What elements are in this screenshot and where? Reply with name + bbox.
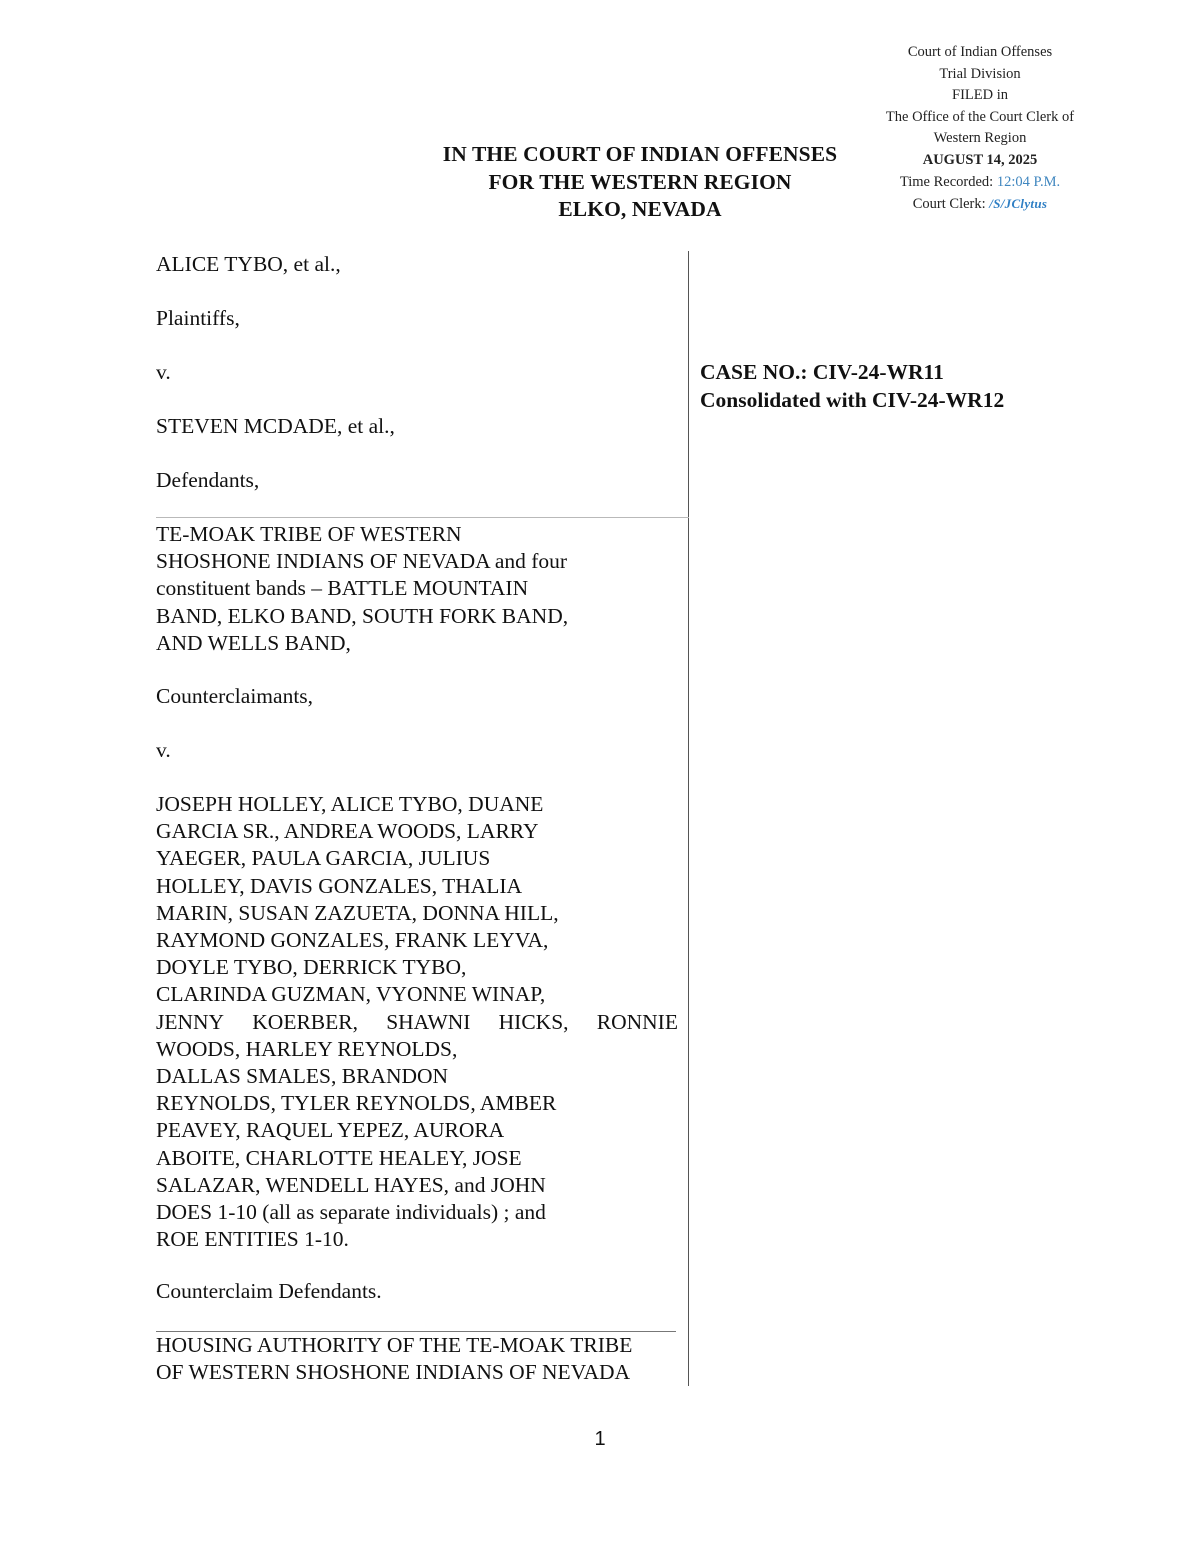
stamp-court: Court of Indian Offenses [907, 44, 1053, 60]
court-heading-line-3: ELKO, NEVADA [558, 197, 722, 221]
counterclaim-defendants-justified-line [156, 1009, 678, 1036]
housing-authority-line: HOUSING AUTHORITY OF THE TE-MOAK TRIBE [156, 1333, 633, 1357]
counterclaimants-line: BAND, ELKO BAND, SOUTH FORK BAND, [156, 603, 569, 628]
justified-word: JENNY [156, 1009, 225, 1034]
stamp-region: Western Region [933, 130, 1027, 147]
case-number-line-1: CASE NO.: CIV-24-WR11 [700, 360, 944, 384]
counterclaimants-block [156, 521, 678, 657]
versus-2: v. [156, 738, 171, 762]
defendant-name: STEVEN MCDADE, et al., [156, 414, 395, 438]
stamp-clerk-row [866, 193, 1094, 216]
counterclaim-defendants-line: JOSEPH HOLLEY, ALICE TYBO, DUANE [156, 792, 544, 816]
counterclaim-defendants-line: ABOITE, CHARLOTTE HEALEY, JOSE [156, 1145, 522, 1170]
plaintiffs-label: Plaintiffs, [156, 306, 240, 330]
stamp-office: The Office of the Court Clerk of [885, 108, 1075, 125]
counterclaim-defendants-line: ROE ENTITIES 1-10. [156, 1227, 349, 1252]
counterclaim-defendants-line: CLARINDA GUZMAN, VYONNE WINAP, [156, 982, 546, 1007]
counterclaim-defendants-line: YAEGER, PAULA GARCIA, JULIUS [156, 846, 491, 871]
case-number-line-2: Consolidated with CIV-24-WR12 [700, 388, 1005, 412]
counterclaimants-label: Counterclaimants, [156, 684, 314, 708]
counterclaim-defendants-line: WOODS, HARLEY REYNOLDS, [156, 1036, 458, 1061]
stamp-clerk-label: Court Clerk: [912, 196, 986, 213]
caption-vertical-divider [688, 251, 689, 1386]
counterclaimants-line: constituent bands – BATTLE MOUNTAIN [156, 576, 529, 601]
counterclaimants-line: SHOSHONE INDIANS OF NEVADA and four [156, 549, 568, 574]
defendants-label: Defendants, [156, 468, 260, 492]
stamp-date: AUGUST 14, 2025 [922, 151, 1038, 168]
stamp-time-label: Time Recorded: [899, 173, 994, 190]
filing-stamp [866, 42, 1094, 216]
case-number [700, 358, 1004, 414]
counterclaim-defendants-line: HOLLEY, DAVIS GONZALES, THALIA [156, 873, 523, 898]
stamp-division: Trial Division [939, 65, 1021, 82]
plaintiff-name: ALICE TYBO, et al., [156, 252, 341, 276]
counterclaim-defendants-line: DOES 1-10 (all as separate individuals) ; and [156, 1200, 546, 1225]
stamp-time-row [866, 172, 1094, 194]
counterclaimants-line: AND WELLS BAND, [156, 630, 351, 655]
court-heading-line-1: IN THE COURT OF INDIAN OFFENSES [442, 142, 838, 166]
counterclaim-defendants-line: PEAVEY, RAQUEL YEPEZ, AURORA [156, 1118, 505, 1143]
justified-word: RONNIE [596, 1009, 678, 1034]
counterclaim-defendants-line: MARIN, SUSAN ZAZUETA, DONNA HILL, [156, 900, 559, 925]
housing-authority-line: OF WESTERN SHOSHONE INDIANS OF NEVADA [156, 1360, 631, 1385]
counterclaim-defendants-line: SALAZAR, WENDELL HAYES, and JOHN [156, 1172, 546, 1197]
counterclaim-defendants-block [156, 791, 678, 1253]
versus-1: v. [156, 360, 171, 384]
justified-word: SHAWNI [386, 1009, 471, 1034]
counterclaim-defendants-line: DALLAS SMALES, BRANDON [156, 1064, 449, 1089]
counterclaim-defendants-line: DOYLE TYBO, DERRICK TYBO, [156, 955, 467, 980]
stamp-filed-in: FILED in [952, 87, 1008, 104]
justified-word: KOERBER, [252, 1009, 358, 1034]
court-heading [400, 141, 880, 224]
stamp-time-value: 12:04 P.M. [996, 173, 1061, 190]
counterclaim-defendants-label: Counterclaim Defendants. [156, 1279, 382, 1303]
counterclaimants-line: TE-MOAK TRIBE OF WESTERN [156, 522, 462, 546]
justified-word: HICKS, [498, 1009, 569, 1034]
page-number: 1 [594, 1428, 606, 1450]
housing-authority-block [156, 1332, 678, 1386]
counterclaim-defendants-line: REYNOLDS, TYLER REYNOLDS, AMBER [156, 1091, 557, 1116]
counterclaim-defendants-line: RAYMOND GONZALES, FRANK LEYVA, [156, 928, 549, 953]
court-heading-line-2: FOR THE WESTERN REGION [488, 169, 792, 194]
caption-divider-1 [156, 517, 689, 518]
counterclaim-defendants-line: GARCIA SR., ANDREA WOODS, LARRY [156, 819, 539, 844]
clerk-signature: /S/JClytus [989, 196, 1048, 212]
